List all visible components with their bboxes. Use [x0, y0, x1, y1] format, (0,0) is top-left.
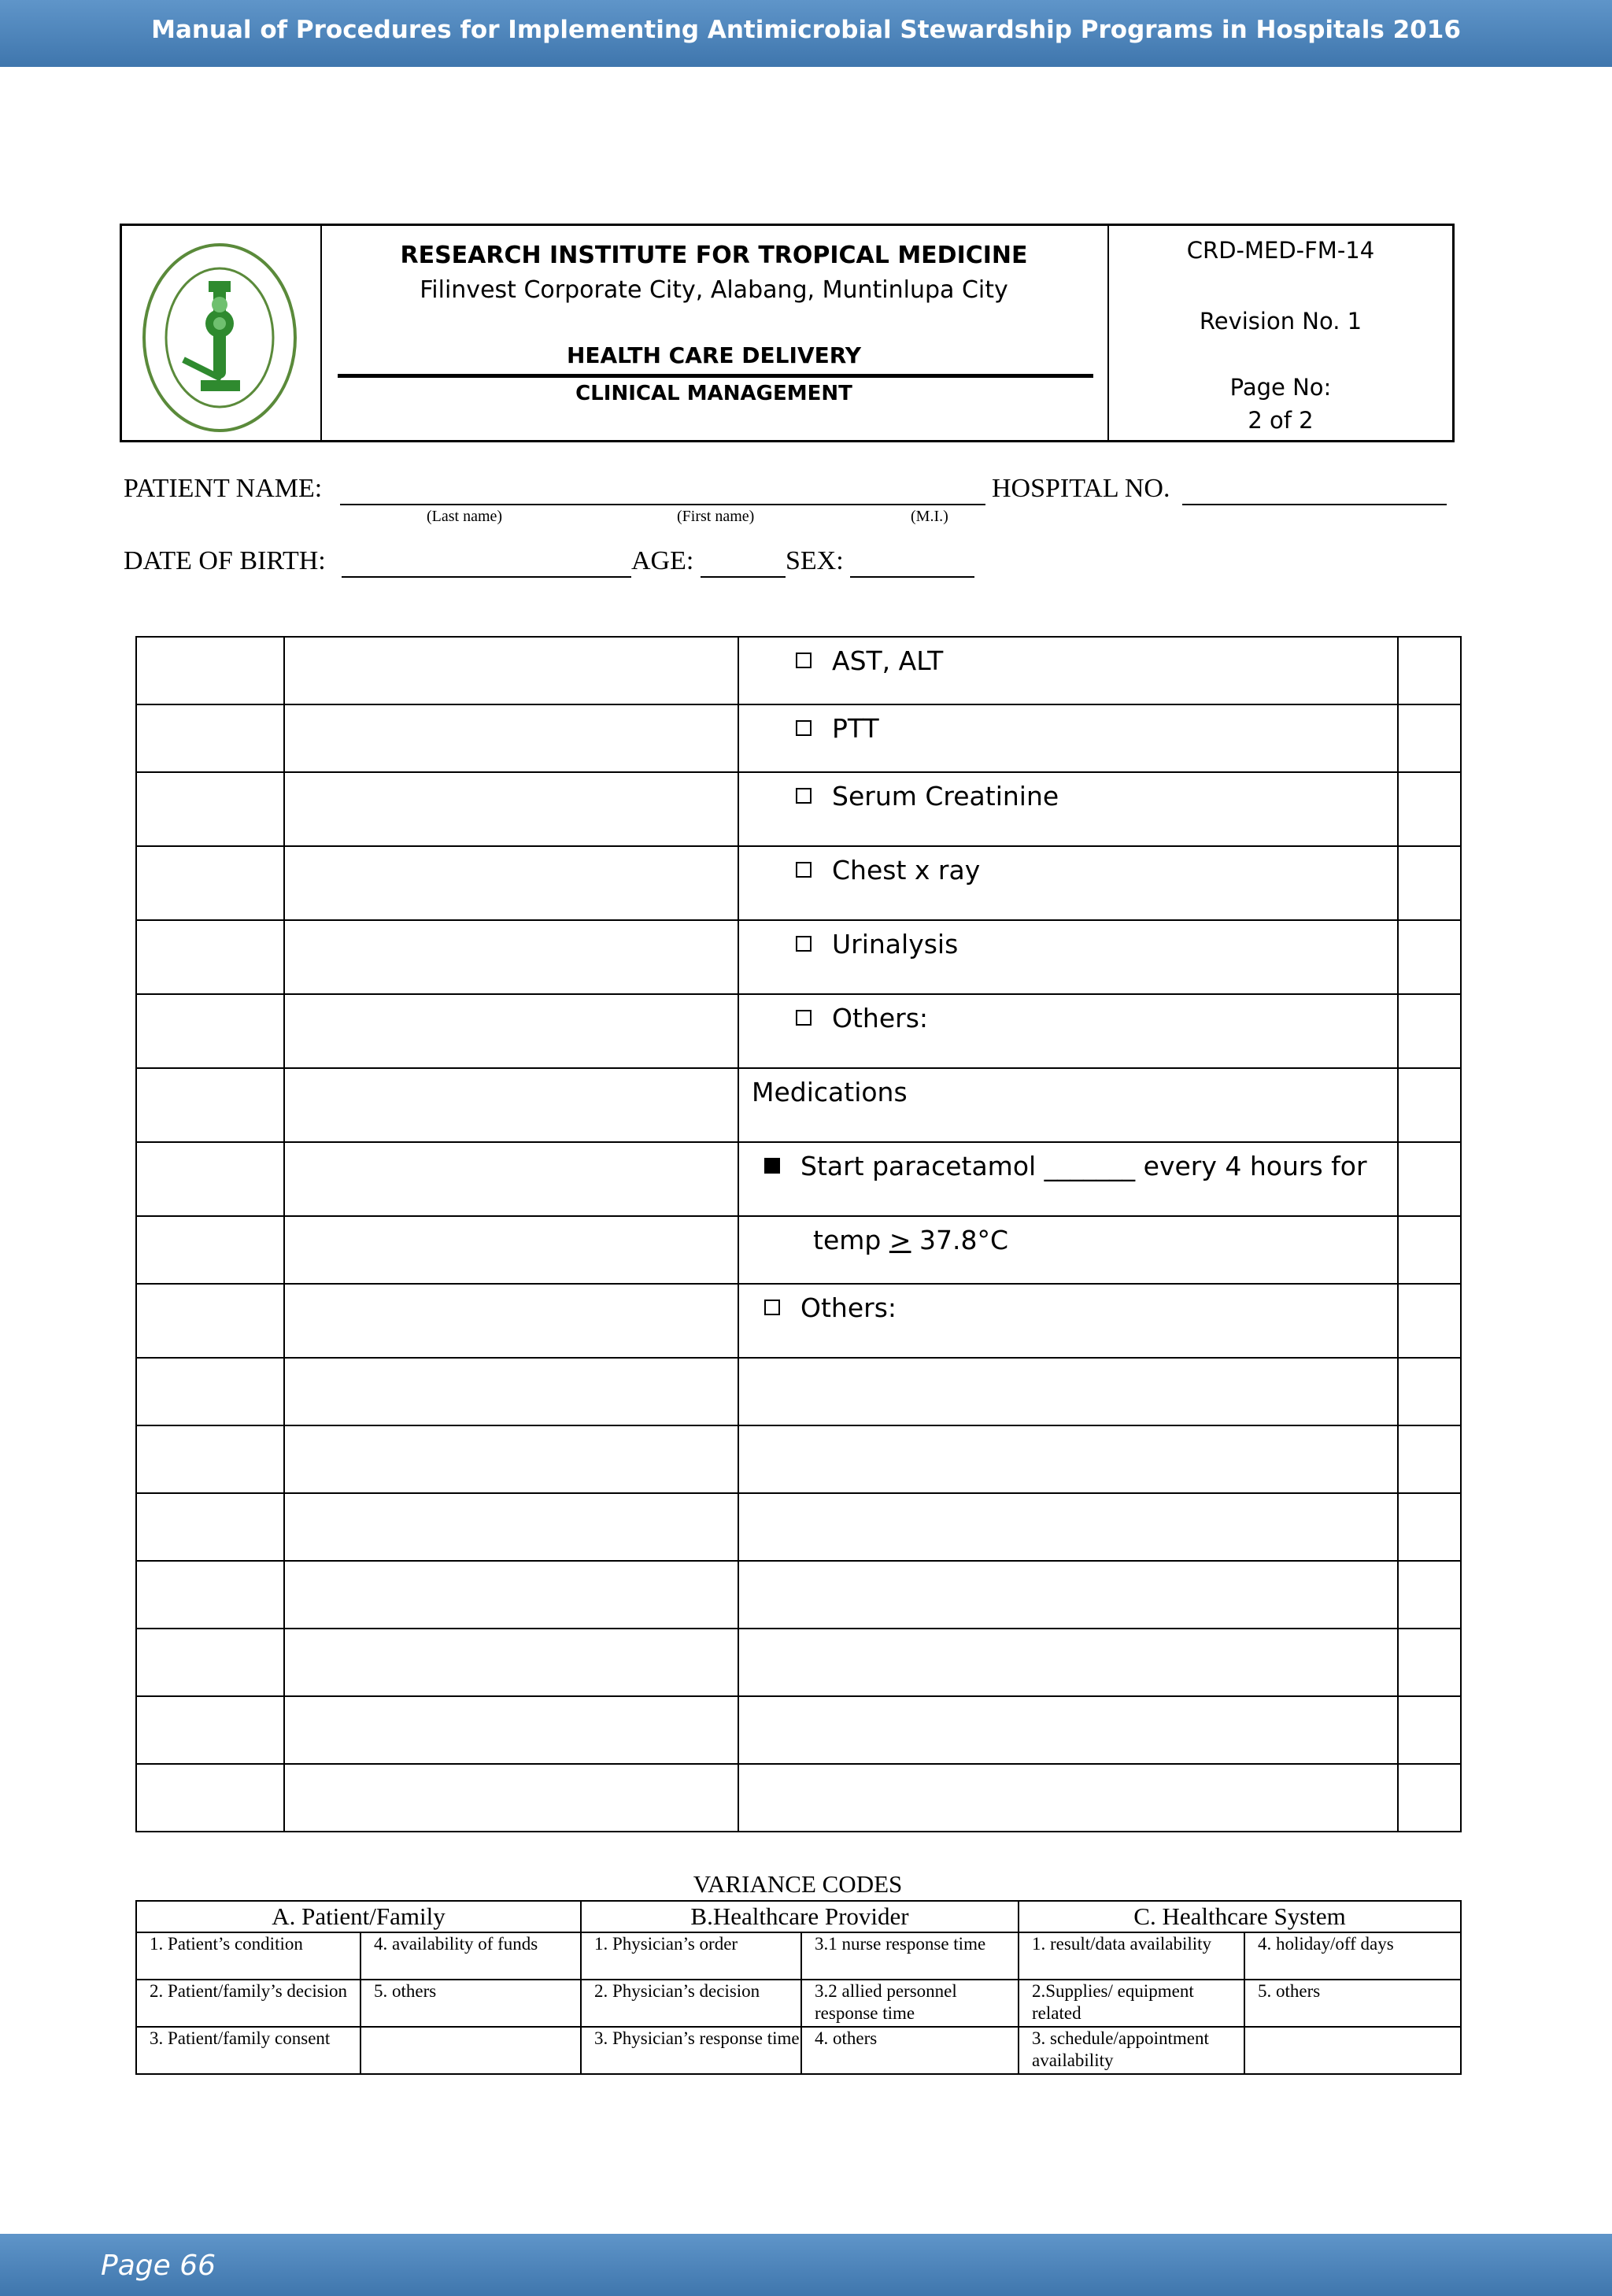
sign-cell[interactable] — [1398, 1358, 1461, 1425]
mi-caption: (M.I.) — [911, 508, 948, 525]
temp-prefix: temp — [813, 1225, 889, 1255]
sex-label: SEX: — [786, 546, 844, 575]
checkbox-icon[interactable] — [796, 862, 812, 878]
notes-cell[interactable] — [284, 1358, 738, 1425]
notes-cell[interactable] — [284, 1764, 738, 1832]
date-cell[interactable] — [136, 637, 284, 704]
table-row — [136, 1901, 1461, 1932]
date-cell[interactable] — [136, 1493, 284, 1561]
table-row — [136, 1561, 1461, 1629]
age-label: AGE: — [631, 546, 694, 575]
date-cell[interactable] — [136, 994, 284, 1068]
notes-cell[interactable] — [284, 1142, 738, 1216]
notes-cell[interactable] — [284, 1493, 738, 1561]
institution-name: RESEARCH INSTITUTE FOR TROPICAL MEDICINE — [400, 242, 1028, 269]
checkbox-icon[interactable] — [796, 1010, 812, 1026]
variance-code: 1. result/data availability — [1019, 1932, 1244, 1980]
date-cell[interactable] — [136, 1068, 284, 1142]
variance-code: 1. Physician’s order — [581, 1932, 801, 1980]
checkbox-icon[interactable] — [764, 1300, 780, 1315]
doc-info-cell — [1109, 226, 1452, 440]
variance-code: 2.Supplies/ equipment related — [1019, 1980, 1244, 2027]
temp-threshold: 37.8°C — [911, 1225, 1008, 1255]
header-rule — [338, 374, 1093, 378]
checkbox-icon[interactable] — [796, 653, 812, 668]
page-number-label: Page No: — [1229, 374, 1332, 401]
division-name: HEALTH CARE DELIVERY — [566, 342, 862, 368]
notes-cell[interactable] — [284, 1216, 738, 1284]
form-header — [120, 224, 1455, 442]
lab-item-ptt: PTT — [832, 713, 879, 744]
sign-cell[interactable] — [1398, 772, 1461, 846]
med-others: Others: — [800, 1292, 897, 1323]
order-cell — [738, 920, 1398, 994]
checkbox-icon[interactable] — [796, 936, 812, 952]
variance-code: 4. holiday/off days — [1244, 1932, 1461, 1980]
variance-code: 3. schedule/appointment availability — [1019, 2027, 1244, 2074]
sign-cell[interactable] — [1398, 1216, 1461, 1284]
temp-operator: > — [889, 1225, 911, 1255]
table-row — [136, 1284, 1461, 1358]
notes-cell[interactable] — [284, 1068, 738, 1142]
notes-cell[interactable] — [284, 994, 738, 1068]
order-cell — [738, 1068, 1398, 1142]
checked-checkbox-icon[interactable] — [764, 1158, 780, 1174]
first-name-caption: (First name) — [677, 508, 755, 525]
group-healthcare-provider: B.Healthcare Provider — [581, 1901, 1019, 1932]
notes-cell[interactable] — [284, 1284, 738, 1358]
doc-code: CRD-MED-FM-14 — [1186, 237, 1375, 264]
lab-item-ast-alt: AST, ALT — [832, 645, 944, 676]
variance-code: 5. others — [360, 1980, 581, 2027]
date-cell[interactable] — [136, 1142, 284, 1216]
variance-code: 2. Physician’s decision — [581, 1980, 801, 2027]
sign-cell[interactable] — [1398, 920, 1461, 994]
last-name-caption: (Last name) — [427, 508, 503, 525]
lab-item-urinalysis: Urinalysis — [832, 929, 959, 959]
table-row — [136, 1142, 1461, 1216]
table-row — [136, 1358, 1461, 1425]
sign-cell[interactable] — [1398, 1764, 1461, 1832]
table-row — [136, 772, 1461, 846]
variance-code: 4. availability of funds — [360, 1932, 581, 1980]
hospital-no-field[interactable] — [1182, 504, 1447, 505]
age-field[interactable] — [701, 576, 786, 578]
order-cell[interactable] — [738, 1629, 1398, 1696]
sign-cell[interactable] — [1398, 1284, 1461, 1358]
variance-codes-title: VARIANCE CODES — [693, 1870, 903, 1898]
table-row — [136, 637, 1461, 704]
order-cell[interactable] — [738, 1696, 1398, 1764]
variance-code: 4. others — [801, 2027, 1019, 2074]
notes-cell[interactable] — [284, 1561, 738, 1629]
orders-table — [135, 636, 1462, 1832]
paracetamol-order: Start paracetamol _______ every 4 hours for — [800, 1151, 1367, 1181]
date-cell[interactable] — [136, 1284, 284, 1358]
lab-item-serum-creatinine: Serum Creatinine — [832, 781, 1059, 812]
date-cell[interactable] — [136, 920, 284, 994]
date-cell[interactable] — [136, 1358, 284, 1425]
order-cell[interactable] — [738, 1764, 1398, 1832]
running-header-title: Manual of Procedures for Implementing Antimicrobial Stewardship Programs in Hospitals 2016 — [151, 16, 1461, 44]
date-cell[interactable] — [136, 1216, 284, 1284]
order-cell — [738, 704, 1398, 772]
page-number-value: 2 of 2 — [1248, 407, 1314, 434]
page-number-footer: Page 66 — [101, 2250, 216, 2282]
date-cell[interactable] — [136, 1425, 284, 1493]
dob-label: DATE OF BIRTH: — [124, 546, 326, 575]
order-cell — [738, 1216, 1398, 1284]
table-row — [136, 1629, 1461, 1696]
order-cell — [738, 637, 1398, 704]
notes-cell[interactable] — [284, 1629, 738, 1696]
sign-cell[interactable] — [1398, 846, 1461, 920]
variance-code: 1. Patient’s condition — [136, 1932, 360, 1980]
variance-code — [1244, 2027, 1461, 2074]
notes-cell[interactable] — [284, 920, 738, 994]
institution-seal-icon — [122, 226, 320, 440]
variance-codes-table — [135, 1900, 1462, 2075]
sign-cell[interactable] — [1398, 704, 1461, 772]
order-cell[interactable] — [738, 1493, 1398, 1561]
variance-code: 3.2 allied personnel response time — [801, 1980, 1019, 2027]
order-cell — [738, 772, 1398, 846]
institution-cell — [320, 226, 1109, 440]
date-cell[interactable] — [136, 772, 284, 846]
order-cell[interactable] — [738, 1425, 1398, 1493]
order-cell — [738, 994, 1398, 1068]
date-cell[interactable] — [136, 1561, 284, 1629]
order-cell[interactable] — [738, 1561, 1398, 1629]
sign-cell[interactable] — [1398, 1142, 1461, 1216]
revision-number: Revision No. 1 — [1199, 308, 1362, 335]
table-row — [136, 1764, 1461, 1832]
lab-item-chest-xray: Chest x ray — [832, 855, 981, 885]
notes-cell[interactable] — [284, 846, 738, 920]
table-row — [136, 704, 1461, 772]
sex-field[interactable] — [850, 576, 974, 578]
table-row — [136, 1493, 1461, 1561]
variance-code: 3.1 nurse response time — [801, 1932, 1019, 1980]
order-cell — [738, 846, 1398, 920]
running-footer-bar — [0, 2234, 1612, 2296]
running-header-bar — [0, 0, 1612, 67]
group-healthcare-system: C. Healthcare System — [1019, 1901, 1461, 1932]
sign-cell[interactable] — [1398, 1493, 1461, 1561]
order-cell — [738, 1284, 1398, 1358]
sign-cell[interactable] — [1398, 1068, 1461, 1142]
table-row — [136, 994, 1461, 1068]
table-row — [136, 1425, 1461, 1493]
sign-cell[interactable] — [1398, 1629, 1461, 1696]
section-name: CLINICAL MANAGEMENT — [575, 382, 852, 405]
lab-item-others: Others: — [832, 1003, 929, 1033]
table-row — [136, 1980, 1461, 2027]
hospital-no-label: HOSPITAL NO. — [992, 474, 1170, 503]
group-patient-family: A. Patient/Family — [136, 1901, 581, 1932]
date-cell[interactable] — [136, 1696, 284, 1764]
variance-code: 3. Physician’s response time — [581, 2027, 801, 2074]
sign-cell[interactable] — [1398, 994, 1461, 1068]
sign-cell[interactable] — [1398, 637, 1461, 704]
date-cell[interactable] — [136, 1629, 284, 1696]
order-cell[interactable] — [738, 1358, 1398, 1425]
table-row — [136, 846, 1461, 920]
checkbox-icon[interactable] — [796, 788, 812, 804]
variance-code: 3. Patient/family consent — [136, 2027, 360, 2074]
notes-cell[interactable] — [284, 637, 738, 704]
notes-cell[interactable] — [284, 704, 738, 772]
logo-cell — [122, 226, 322, 440]
medications-heading: Medications — [752, 1077, 908, 1107]
institution-address: Filinvest Corporate City, Alabang, Muntinlupa City — [420, 276, 1008, 304]
patient-name-label: PATIENT NAME: — [124, 474, 323, 503]
variance-code — [360, 2027, 581, 2074]
table-row — [136, 920, 1461, 994]
date-cell[interactable] — [136, 704, 284, 772]
variance-code: 5. others — [1244, 1980, 1461, 2027]
notes-cell[interactable] — [284, 1425, 738, 1493]
variance-code: 2. Patient/family’s decision — [136, 1980, 360, 2027]
table-row — [136, 1068, 1461, 1142]
sign-cell[interactable] — [1398, 1561, 1461, 1629]
date-cell[interactable] — [136, 1764, 284, 1832]
table-row — [136, 1216, 1461, 1284]
sign-cell[interactable] — [1398, 1696, 1461, 1764]
table-row — [136, 2027, 1461, 2074]
patient-name-field[interactable] — [340, 504, 985, 505]
sign-cell[interactable] — [1398, 1425, 1461, 1493]
table-row — [136, 1696, 1461, 1764]
order-cell — [738, 1142, 1398, 1216]
notes-cell[interactable] — [284, 772, 738, 846]
checkbox-icon[interactable] — [796, 720, 812, 736]
dob-field[interactable] — [342, 576, 631, 578]
table-row — [136, 1932, 1461, 1980]
notes-cell[interactable] — [284, 1696, 738, 1764]
date-cell[interactable] — [136, 846, 284, 920]
